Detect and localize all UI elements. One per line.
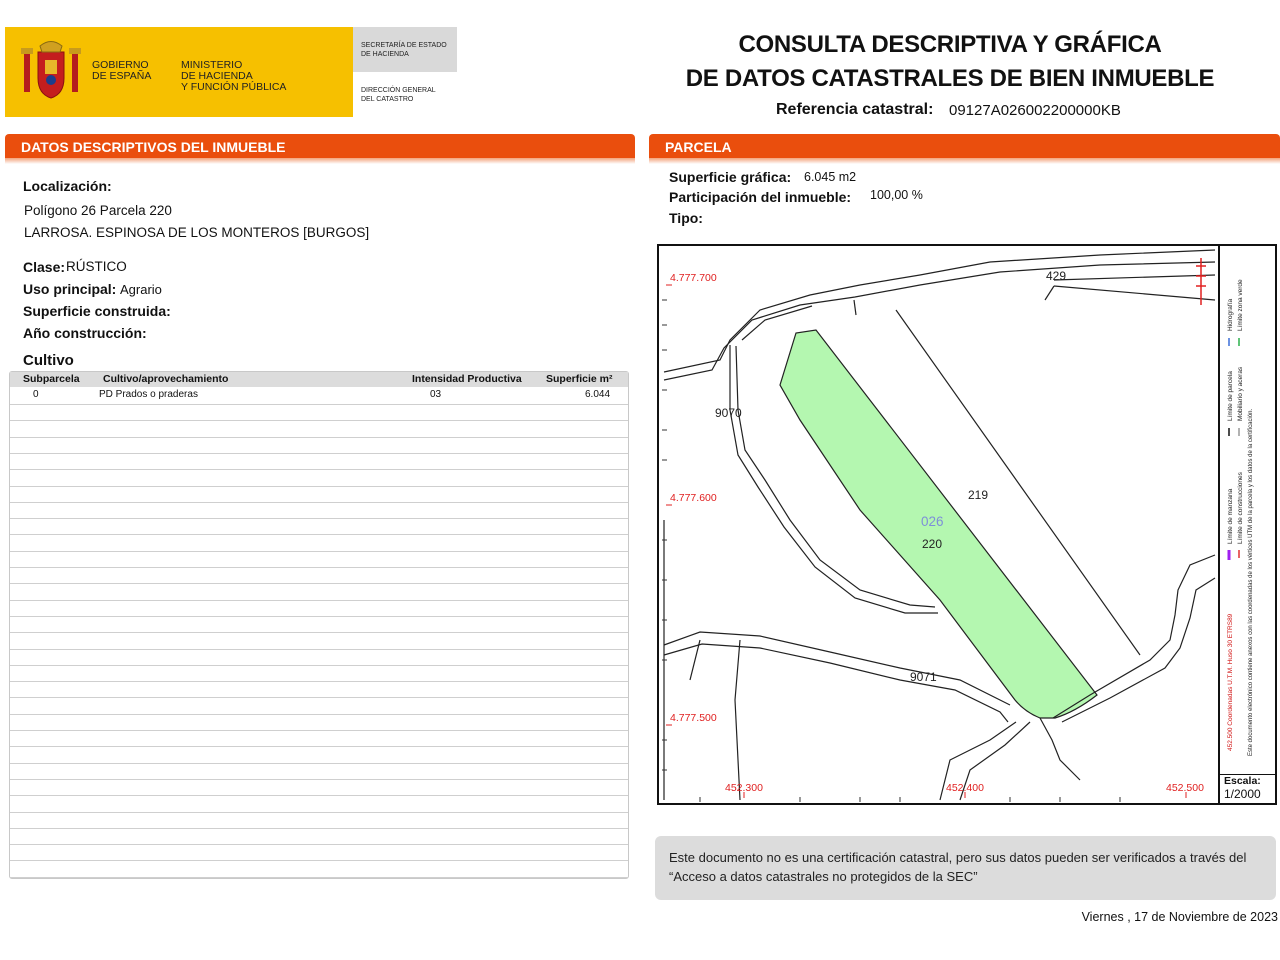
uso-label: Uso principal: [23,281,117,297]
legend-canvas [1220,246,1276,772]
verification-notice: Este documento no es una certificación catastral, pero sus datos pueden ser verificados a través del “Acceso a datos catastrales no protegidos de la SEC” [655,836,1276,900]
title-line-2: DE DATOS CATASTRALES DE BIEN INMUEBLE [685,65,1215,92]
cell-intensidad: 03 [430,389,442,400]
clase-value: RÚSTICO [66,259,127,274]
legend-anexo-note: Este documento electrónico contiene anexos con las coordenadas de los vértices UTM de la parcela y los datos de la certificación. [1248,408,1254,756]
cell-superficie: 6.044 [585,389,611,400]
table-header [10,372,628,387]
table-row-divider [10,877,628,878]
superficie-grafica-label: Superficie gráfica: [669,169,792,185]
table-row-divider [10,616,628,617]
localizacion-label: Localización: [23,178,112,194]
document-date: Viernes , 17 de Noviembre de 2023 [1081,910,1278,924]
legend-mobiliario: Mobiliario y aceras [1237,366,1244,421]
table-row-divider [10,551,628,552]
table-row-divider [10,453,628,454]
table-row-divider [10,730,628,731]
address-line-1: Polígono 26 Parcela 220 [24,203,172,218]
header-shadow [649,158,1280,164]
table-row-divider [10,567,628,568]
legend-limite-construcciones: Límite de construcciones [1237,472,1244,544]
table-row-divider [10,420,628,421]
uso-value: Agrario [120,282,162,297]
parcel-label-429: 429 [1046,269,1067,283]
table-row-divider [10,486,628,487]
anio-construccion-label: Año construcción: [23,325,147,341]
legend-hidrografia: Hidrografía [1227,298,1234,331]
participacion-value: 100,00 % [870,188,923,202]
table-row-divider [10,632,628,633]
table-row-divider [10,746,628,747]
grid-ticks [662,300,1120,802]
table-row-divider [10,518,628,519]
y-label-1: 4.777.700 [670,272,717,284]
map-canvas [659,246,1218,803]
address-line-2: LARROSA. ESPINOSA DE LOS MONTEROS [BURGOS] [24,225,370,240]
legend-limite-parcela: Límite de parcela [1227,371,1234,421]
table-row-divider [10,697,628,698]
table-row-divider [10,714,628,715]
table-row-divider [10,812,628,813]
superficie-grafica-value: 6.045 m2 [804,170,857,184]
table-row-divider [10,665,628,666]
table-row-divider [10,860,628,861]
superficie-construida-label: Superficie construida: [23,303,171,319]
cell-cultivo: PD Prados o praderas [99,389,198,400]
legend-limite-manzana: Límite de manzana [1227,488,1234,544]
x-label-3: 452.500 [1166,782,1204,794]
table-row-divider [10,844,628,845]
map-scale [1218,774,1277,805]
table-row-divider [10,469,628,470]
referencia-value: 09127A026002200000KB [949,102,1121,119]
title-line-1: CONSULTA DESCRIPTIVA Y GRÁFICA [738,31,1162,58]
col-intensidad: Intensidad Productiva [412,373,522,385]
table-row-divider [10,779,628,780]
table-row-divider [10,600,628,601]
referencia-label: Referencia catastral: [776,101,934,118]
table-row-divider [10,828,628,829]
scale-label: Escala: [1224,775,1261,787]
secretaria-text: SECRETARÍA DE ESTADO DE HACIENDA [361,42,447,58]
coat-of-arms-icon [18,38,84,104]
clase-label: Clase: [23,259,66,275]
legend-zona-verde: Límite zona verde [1237,279,1244,331]
y-label-2: 4.777.600 [670,492,717,504]
table-row-divider [10,583,628,584]
parcel-label-9071: 9071 [910,670,937,684]
x-label-2: 452.400 [946,782,984,794]
participacion-label: Participación del inmueble: [669,189,852,205]
y-label-3: 4.777.500 [670,712,717,724]
polygon-label-026: 026 [921,514,944,529]
scale-value: 1/2000 [1224,787,1261,801]
cultivo-title: Cultivo [23,352,74,369]
datos-descriptivos-header: DATOS DESCRIPTIVOS DEL INMUEBLE [5,134,635,158]
col-cultivo: Cultivo/aprovechamiento [103,373,229,385]
table-row-divider [10,502,628,503]
document-title [640,28,1260,96]
direccion-text: DIRECCIÓN GENERAL DEL CATASTRO [361,87,436,103]
parcela-section [649,134,1280,164]
parcela-header: PARCELA [649,134,1280,158]
cell-subparcela: 0 [33,389,39,400]
legend-coordenadas: 452.500 Coordenadas U.T.M. Huso 30 ETRS89 [1227,613,1234,751]
parcel-label-220: 220 [922,537,943,551]
header-shadow [5,158,635,164]
datos-descriptivos-section [5,134,635,164]
table-row-divider [10,763,628,764]
parcel-label-9070: 9070 [715,406,742,420]
table-row-divider [10,534,628,535]
cultivo-table [9,371,629,879]
table-row-divider [10,437,628,438]
table-row-divider [10,649,628,650]
col-subparcela: Subparcela [23,373,80,385]
tipo-label: Tipo: [669,210,703,226]
gobierno-text: GOBIERNO DE ESPAÑA [92,59,152,82]
table-row-divider [10,404,628,405]
table-row-divider [10,681,628,682]
col-superficie: Superficie m² [546,373,613,385]
ministerio-text: MINISTERIO DE HACIENDA Y FUNCIÓN PÚBLICA [181,59,287,93]
parcel-label-219: 219 [968,488,989,502]
x-label-1: 452.300 [725,782,763,794]
table-row-divider [10,795,628,796]
